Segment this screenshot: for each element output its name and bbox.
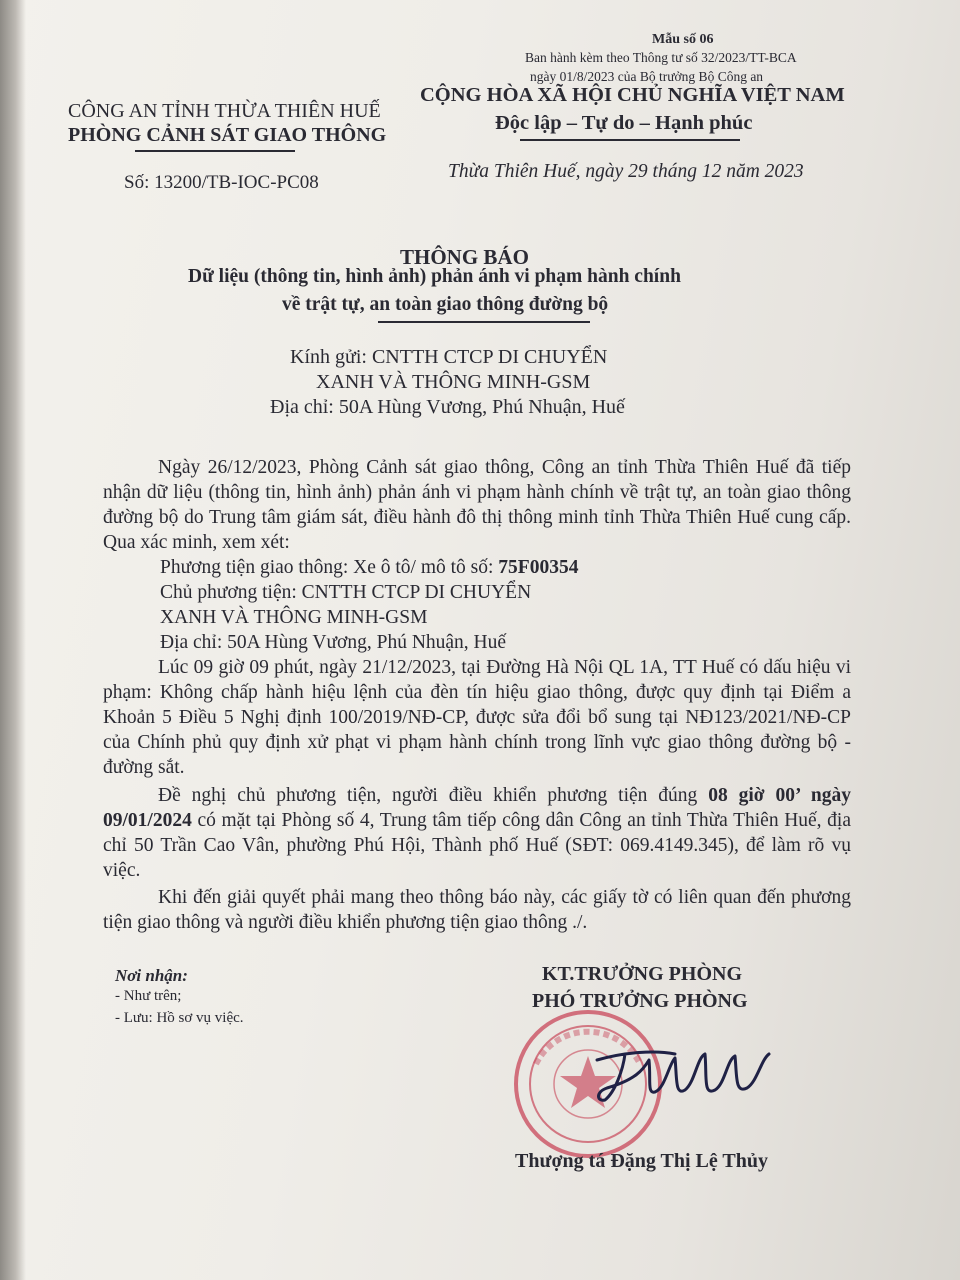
document-number: Số: 13200/TB-IOC-PC08 — [124, 172, 319, 193]
handwritten-signature — [585, 1030, 785, 1110]
recipients-heading: Nơi nhận: — [115, 966, 188, 985]
bring-text: Khi đến giải quyết phải mang theo thông báo này, các giấy tờ có liên quan đến phương tiện giao thông và người điều khiển phương tiện giao thông ./. — [103, 887, 851, 933]
vehicle-line — [160, 555, 578, 580]
agency-department: PHÒNG CẢNH SÁT GIAO THÔNG — [68, 124, 387, 146]
request-text-b: có mặt tại Phòng số 4, Trung tâm tiếp công dân Công an tỉnh Thừa Thiên Huế, địa chỉ 50 Trần Cao Vân, phường Phú Hội, Thành phố Huế (SĐT: 069.4149.345), để làm rõ vụ việc. — [103, 810, 851, 881]
national-title: CỘNG HÒA XÃ HỘI CHỦ NGHĨA VIỆT NAM — [420, 84, 845, 106]
place-date: Thừa Thiên Huế, ngày 29 tháng 12 năm 2023 — [448, 161, 804, 182]
national-motto: Độc lập – Tự do – Hạnh phúc — [495, 112, 753, 134]
title-underline — [378, 321, 590, 323]
agency-parent: CÔNG AN TỈNH THỪA THIÊN HUẾ — [68, 100, 381, 122]
form-issue-date: ngày 01/8/2023 của Bộ trưởng Bộ Công an — [530, 69, 764, 84]
appointment-time: 08 giờ 00’ ngày 09/01/2024 — [103, 785, 852, 831]
body-paragraph-received — [103, 455, 851, 555]
owner-line1: Chủ phương tiện: CNTTH CTCP DI CHUYỂN — [160, 582, 532, 603]
document-subject-line2: về trật tự, an toàn giao thông đường bộ — [282, 294, 609, 315]
body-paragraph-violation — [103, 655, 851, 780]
body-paragraph-request — [103, 783, 851, 883]
signer-title: PHÓ TRƯỞNG PHÒNG — [532, 990, 748, 1012]
page-shadow-edge — [0, 0, 26, 1280]
form-issued-by: Ban hành kèm theo Thông tư số 32/2023/TT-BCA — [525, 50, 797, 65]
recipient-line1: Kính gửi: CNTTH CTCP DI CHUYỂN — [290, 346, 608, 368]
recipient-address: Địa chỉ: 50A Hùng Vương, Phú Nhuận, Huế — [270, 396, 625, 418]
signer-authority: KT.TRƯỞNG PHÒNG — [542, 963, 742, 985]
form-number: Mẫu số 06 — [652, 32, 714, 47]
request-text-a: Đề nghị chủ phương tiện, người điều khiển phương tiện đúng — [158, 785, 709, 806]
motto-underline — [520, 139, 740, 141]
body-paragraph-bring — [103, 885, 851, 935]
document-title: THÔNG BÁO — [400, 245, 529, 269]
body-received-text: Ngày 26/12/2023, Phòng Cảnh sát giao thông, Công an tỉnh Thừa Thiên Huế đã tiếp nhận dữ liệu (thông tin, hình ảnh) phản ánh vi phạm hành chính về trật tự, an toàn giao thông đường bộ do Trung tâm giám sát, điều hành đô thị thông minh tỉnh Thừa Thiên Huế cung cấp. Qua xác minh, xem xét: — [103, 457, 851, 553]
recipient-line2: XANH VÀ THÔNG MINH-GSM — [316, 371, 591, 393]
agency-underline — [135, 150, 295, 152]
owner-line2: XANH VÀ THÔNG MINH-GSM — [160, 607, 428, 628]
plate-number: 75F00354 — [498, 557, 579, 578]
violation-text: Lúc 09 giờ 09 phút, ngày 21/12/2023, tại Đường Hà Nội QL 1A, TT Huế có dấu hiệu vi phạm: Không chấp hành hiệu lệnh của đèn tín hiệu giao thông, được quy định tại Điểm a Khoản 5 Điều 5 Nghị định 100/2019/NĐ-CP, được sửa đổi bổ sung tại NĐ123/2021/NĐ-CP của Chính phủ quy định xử phạt vi phạm hành chính trong lĩnh vực giao thông đường bộ - đường sắt. — [103, 657, 851, 778]
vehicle-label: Phương tiện giao thông: Xe ô tô/ mô tô số: — [160, 557, 499, 578]
recipients-item-2: - Lưu: Hồ sơ vụ việc. — [115, 1010, 244, 1026]
signer-name: Thượng tá Đặng Thị Lệ Thủy — [515, 1150, 768, 1172]
owner-address: Địa chỉ: 50A Hùng Vương, Phú Nhuận, Huế — [160, 632, 507, 653]
recipients-item-1: - Như trên; — [115, 988, 182, 1004]
document-subject-line1: Dữ liệu (thông tin, hình ảnh) phản ánh vi phạm hành chính — [188, 266, 681, 287]
